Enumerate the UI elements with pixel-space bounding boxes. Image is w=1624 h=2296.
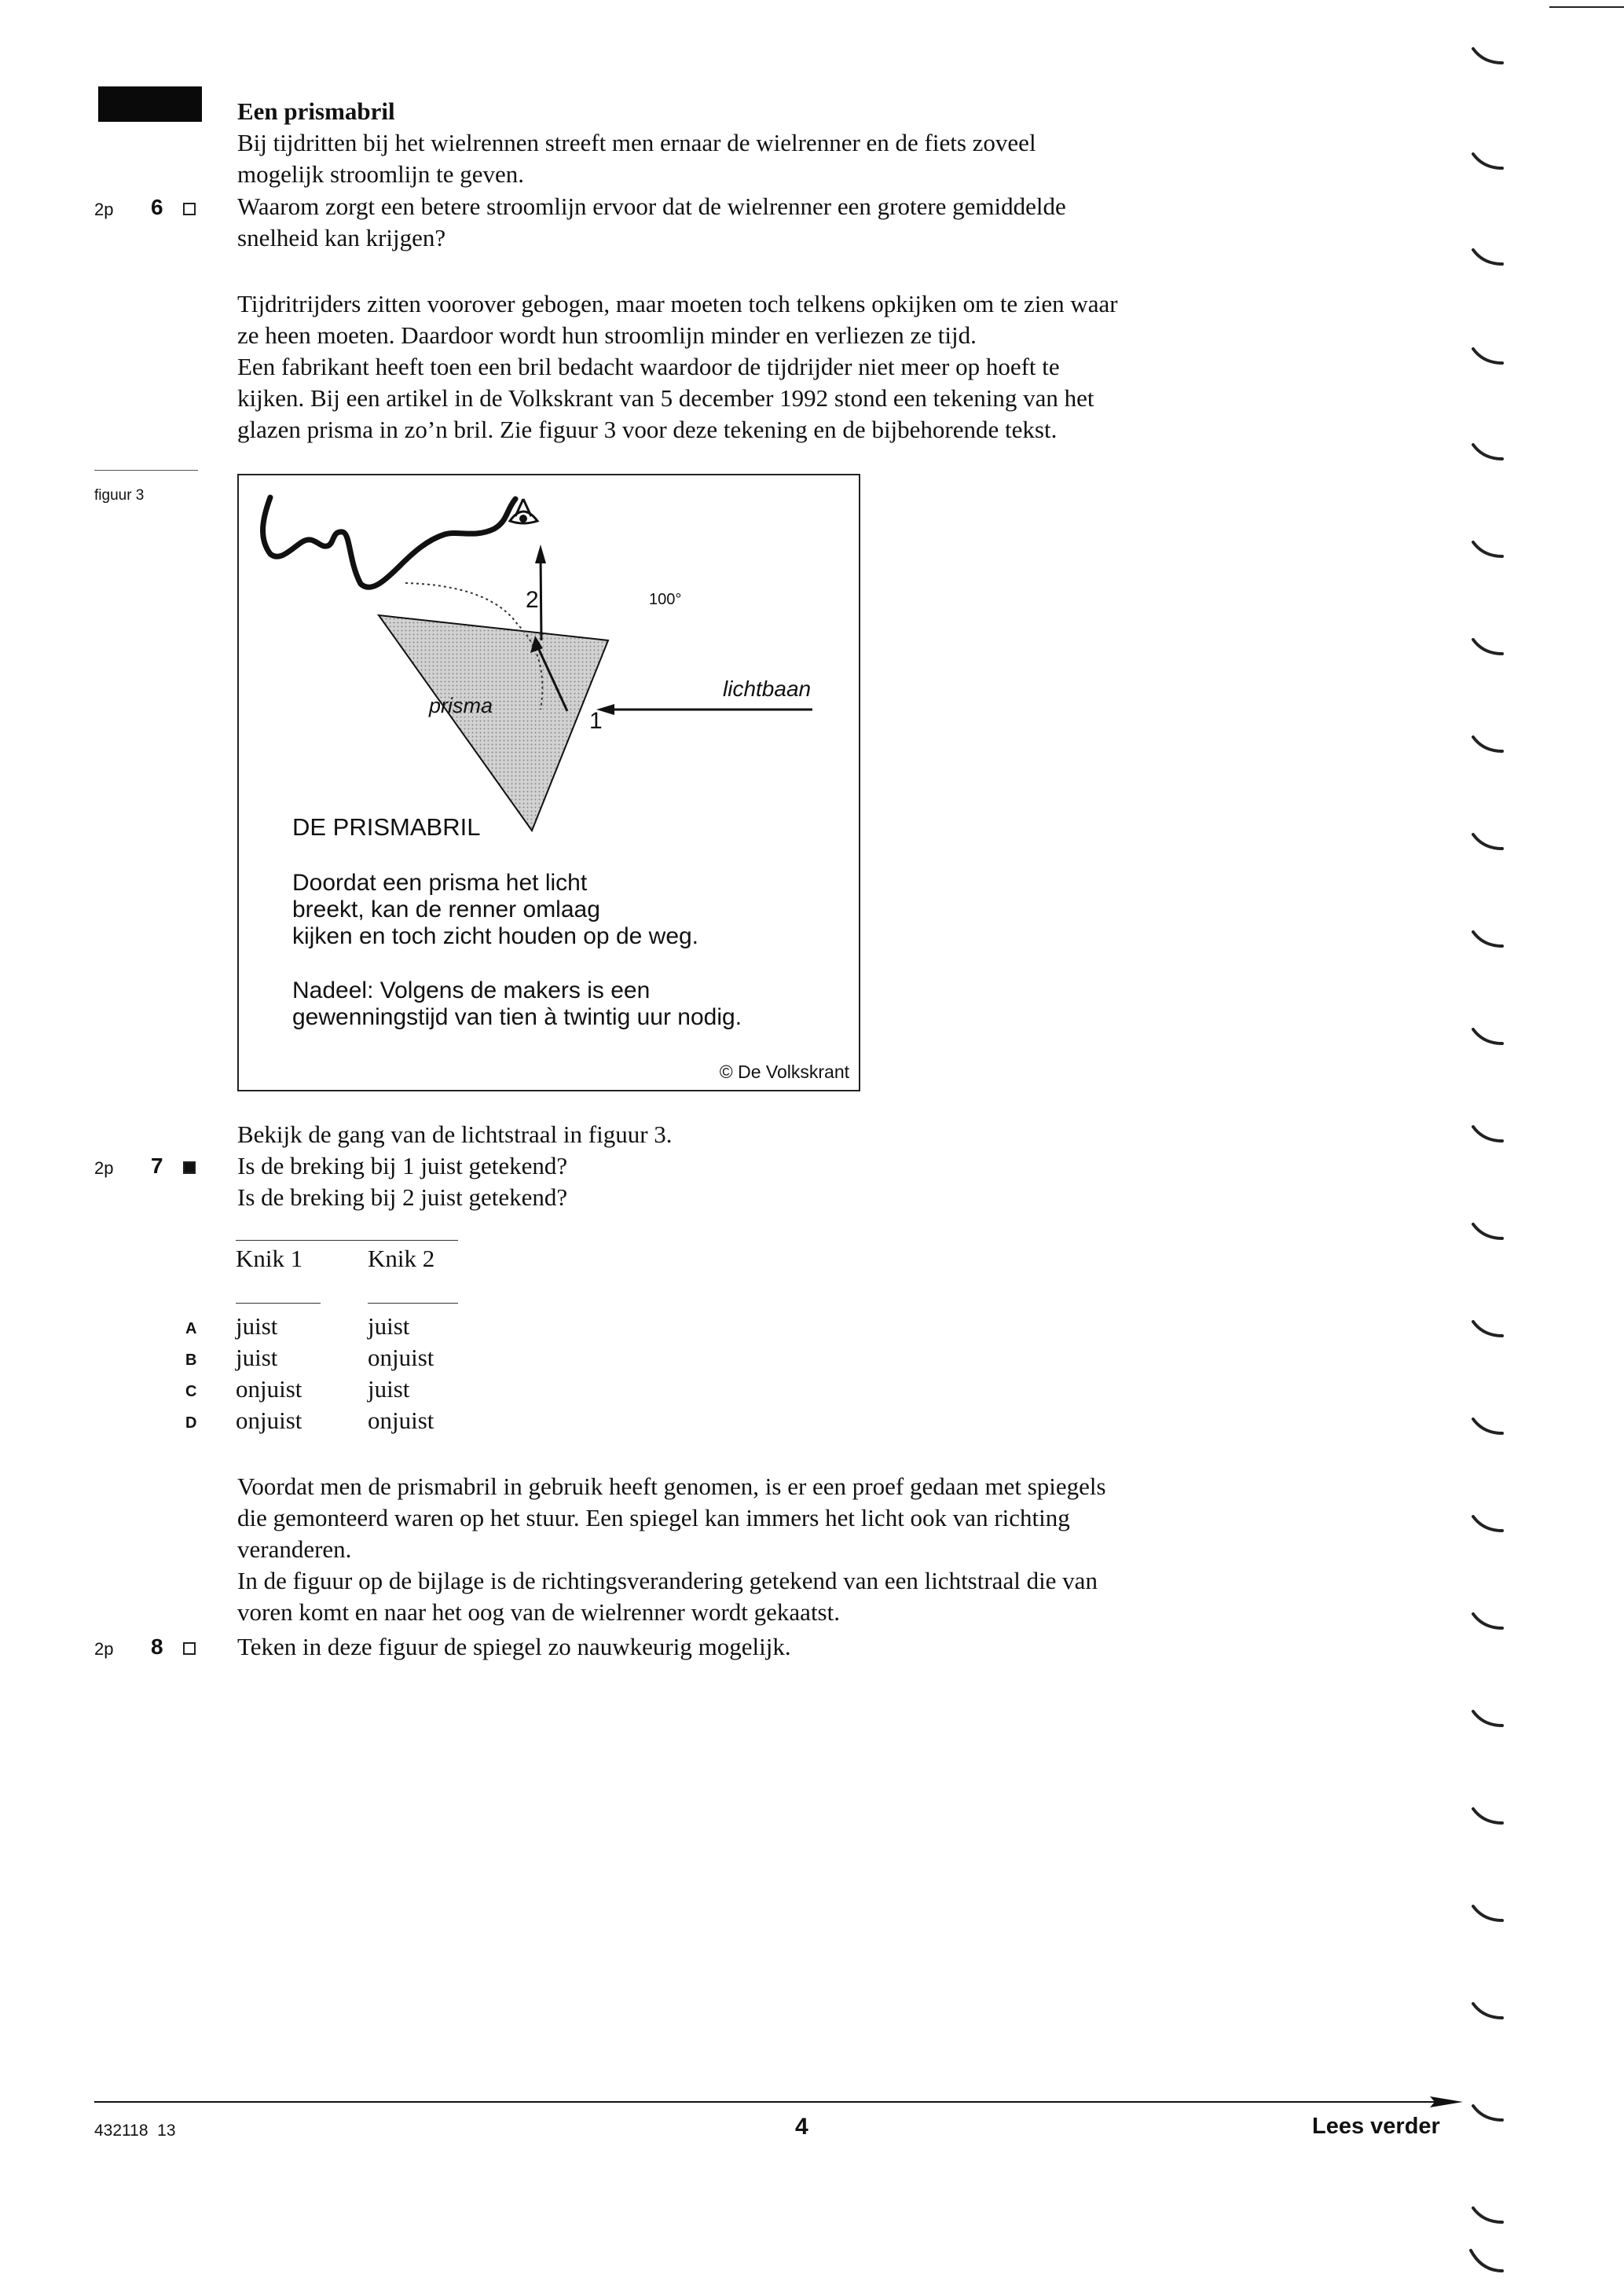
- footer-rule: [94, 2101, 1439, 2103]
- para2-line-4: kijken. Bij een artikel in de Volkskrant van 5 december 1992 stond een tekening van het: [237, 384, 1094, 412]
- option-b-knik2: onjuist: [368, 1344, 434, 1371]
- q6-points: 2p: [94, 200, 114, 219]
- figure-text-1-line-3: kijken en toch zicht houden op de weg.: [292, 923, 699, 949]
- section-title: Een prismabril: [237, 97, 395, 125]
- option-d-knik1: onjuist: [236, 1407, 302, 1434]
- option-b-knik1: juist: [236, 1344, 278, 1371]
- q8-checkbox[interactable]: [183, 1642, 196, 1655]
- q8-points: 2p: [94, 1639, 114, 1659]
- intro-line-1: Bij tijdritten bij het wielrennen streeft men ernaar de wielrenner en de fiets zoveel: [237, 129, 1036, 156]
- q7-line-2: Is de breking bij 2 juist getekend?: [237, 1183, 568, 1211]
- figure-lichtbaan-label: lichtbaan: [723, 677, 812, 701]
- table-top-rule: [236, 1240, 458, 1241]
- q6-checkbox[interactable]: [183, 203, 196, 215]
- paragraph-3: [237, 1471, 1337, 1628]
- figure-text-1-line-1: Doordat een prisma het licht: [292, 870, 588, 896]
- q8-number: 8: [151, 1634, 163, 1659]
- para2-line-2: ze heen moeten. Daardoor wordt hun stroomlijn minder en verliezen ze tijd.: [237, 321, 977, 349]
- option-b-letter: B: [185, 1352, 197, 1369]
- section-marker: [98, 86, 202, 122]
- table-header-knik2: Knik 2: [368, 1245, 435, 1272]
- option-c-knik2: juist: [368, 1375, 410, 1403]
- figure-text-2: [292, 977, 742, 1031]
- paragraph-2: [237, 288, 1337, 446]
- q6-text: [237, 191, 1337, 254]
- para2-line-5: glazen prisma in zo’n bril. Zie figuur 3 voor deze tekening en de bijbehorende tekst.: [237, 416, 1058, 443]
- option-a-letter: A: [185, 1320, 197, 1337]
- para3-line-4: In de figuur op de bijlage is de richtingsverandering getekend van een lichtstraal die van: [237, 1567, 1098, 1594]
- figure-text-1: [292, 870, 698, 950]
- q6-line-2: snelheid kan krijgen?: [237, 224, 446, 251]
- q6-number: 6: [151, 195, 163, 219]
- option-c-letter: C: [185, 1383, 197, 1400]
- option-d-letter: D: [185, 1414, 197, 1432]
- q7-line-1: Is de breking bij 1 juist getekend?: [237, 1152, 568, 1179]
- q6-line-1: Waarom zorgt een betere stroomlijn ervoor dat de wielrenner een grotere gemiddelde: [237, 193, 1066, 220]
- q7-number: 7: [151, 1154, 163, 1178]
- table-header-knik1: Knik 1: [236, 1245, 303, 1272]
- figure-heading: DE PRISMABRIL: [292, 813, 481, 841]
- footer-arrow-icon: [1430, 2094, 1463, 2110]
- figure-point-1: 1: [589, 708, 603, 734]
- para3-line-5: voren komt en naar het oog van de wielrenner wordt gekaatst.: [237, 1598, 840, 1626]
- figure-label: figuur 3: [94, 487, 145, 504]
- table-col1-rule: [236, 1303, 321, 1304]
- figure-text-2-line-1: Nadeel: Volgens de makers is een: [292, 977, 651, 1003]
- option-c-knik1: onjuist: [236, 1375, 302, 1403]
- para3-line-1: Voordat men de prismabril in gebruik heeft genomen, is er een proef gedaan met spiegels: [237, 1473, 1106, 1500]
- binding-holes: [1461, 0, 1524, 2296]
- q8-text: Teken in deze figuur de spiegel zo nauwkeurig mogelijk.: [237, 1633, 791, 1660]
- para3-line-2: die gemonteerd waren op het stuur. Een spiegel kan immers het licht ook van richting: [237, 1504, 1070, 1531]
- figure-angle-label: 100°: [649, 591, 682, 608]
- q7-text: [237, 1150, 1337, 1213]
- figure-copyright: © De Volkskrant: [719, 1062, 849, 1082]
- figure-3: [237, 474, 860, 1091]
- option-a-knik1: juist: [236, 1312, 278, 1340]
- para2-line-3: Een fabrikant heeft toen een bril bedacht waardoor de tijdrijder niet meer op hoeft te: [237, 353, 1060, 380]
- footer-page-number: 4: [795, 2114, 808, 2140]
- figure-point-2: 2: [526, 587, 539, 613]
- option-d-knik2: onjuist: [368, 1407, 434, 1434]
- table-col2-rule: [368, 1303, 458, 1304]
- q7-checkbox[interactable]: [183, 1161, 196, 1174]
- figure-text-2-line-2: gewenningstijd van tien à twintig uur nodig.: [292, 1004, 742, 1030]
- section-block: [237, 96, 1337, 190]
- prism-shape: [379, 615, 608, 831]
- para2-line-1: Tijdritrijders zitten voorover gebogen, maar moeten toch telkens opkijken om te zien waar: [237, 290, 1118, 317]
- figure-prisma-label: prisma: [429, 694, 493, 717]
- rider-outline: [263, 497, 515, 587]
- figure-label-rule: [94, 470, 198, 471]
- q7-points: 2p: [94, 1158, 114, 1178]
- footer-continue: Lees verder: [1312, 2114, 1440, 2139]
- edge-line: [1549, 6, 1624, 8]
- figure-text-1-line-2: breekt, kan de renner omlaag: [292, 897, 600, 922]
- option-a-knik2: juist: [368, 1312, 410, 1340]
- para3-line-3: veranderen.: [237, 1535, 352, 1563]
- intro-line-2: mogelijk stroomlijn te geven.: [237, 160, 525, 188]
- footer-code: 432118 13: [94, 2122, 176, 2140]
- q7-intro: Bekijk de gang van de lichtstraal in figuur 3.: [237, 1120, 673, 1148]
